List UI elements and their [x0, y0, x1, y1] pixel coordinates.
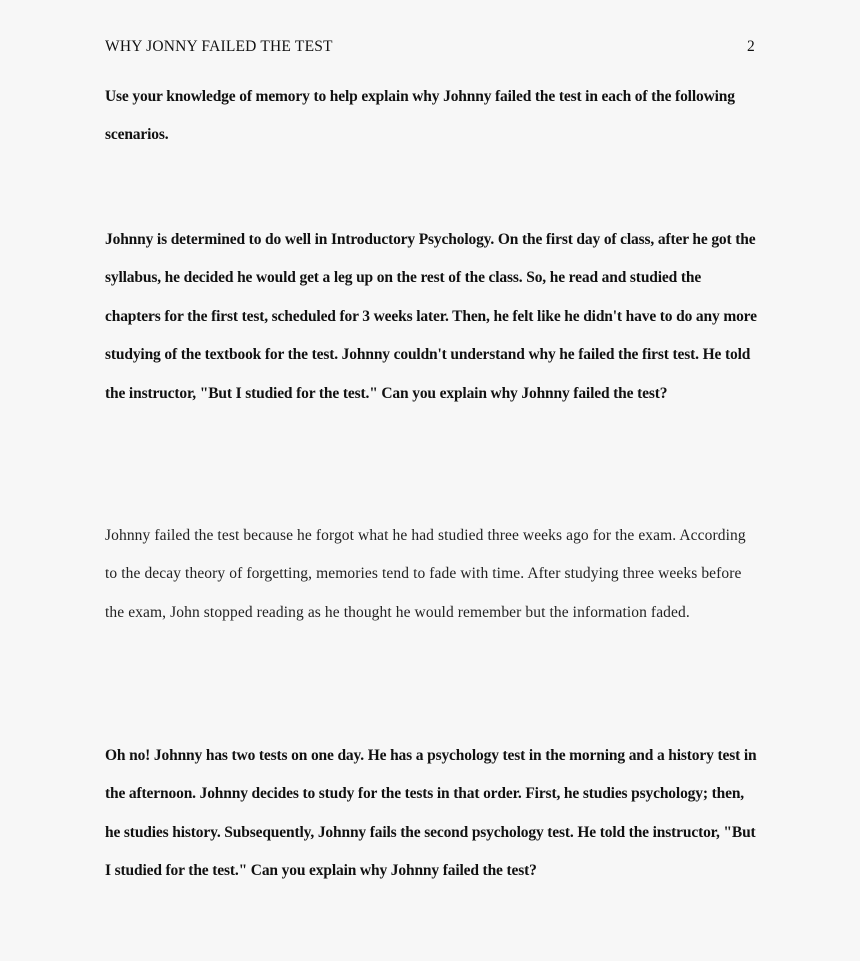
scenario-1-answer: Johnny failed the test because he forgot what he had studied three weeks ago for the exam. According to the decay theory of forgetting, memories tend to fade with time. After studying three weeks before the exam, John stopped reading as he thought he would remember but the information faded.	[105, 527, 746, 621]
running-head-title: WHY JONNY FAILED THE TEST	[105, 38, 333, 55]
running-head	[105, 38, 755, 58]
scenario-1-question: Johnny is determined to do well in Introductory Psychology. On the first day of class, after he got the syllabus, he decided he would get a leg up on the rest of the class. So, he read and studied the chapters for the first test, scheduled for 3 weeks later. Then, he felt like he didn't have to do any more studying of the textbook for the test. Johnny couldn't understand why he failed the first test. He told the instructor, "But I studied for the test." Can you explain why Johnny failed the test?	[105, 231, 757, 402]
instructions-paragraph: Use your knowledge of memory to help explain why Johnny failed the test in each of the following scenarios.	[105, 88, 735, 144]
scenario-2-question: Oh no! Johnny has two tests on one day. He has a psychology test in the morning and a history test in the afternoon. Johnny decides to study for the tests in that order. First, he studies psychology; then, he studies history. Subsequently, Johnny fails the second psychology test. He told the instructor, "But I studied for the test." Can you explain why Johnny failed the test?	[105, 747, 757, 880]
page-number: 2	[747, 38, 755, 55]
